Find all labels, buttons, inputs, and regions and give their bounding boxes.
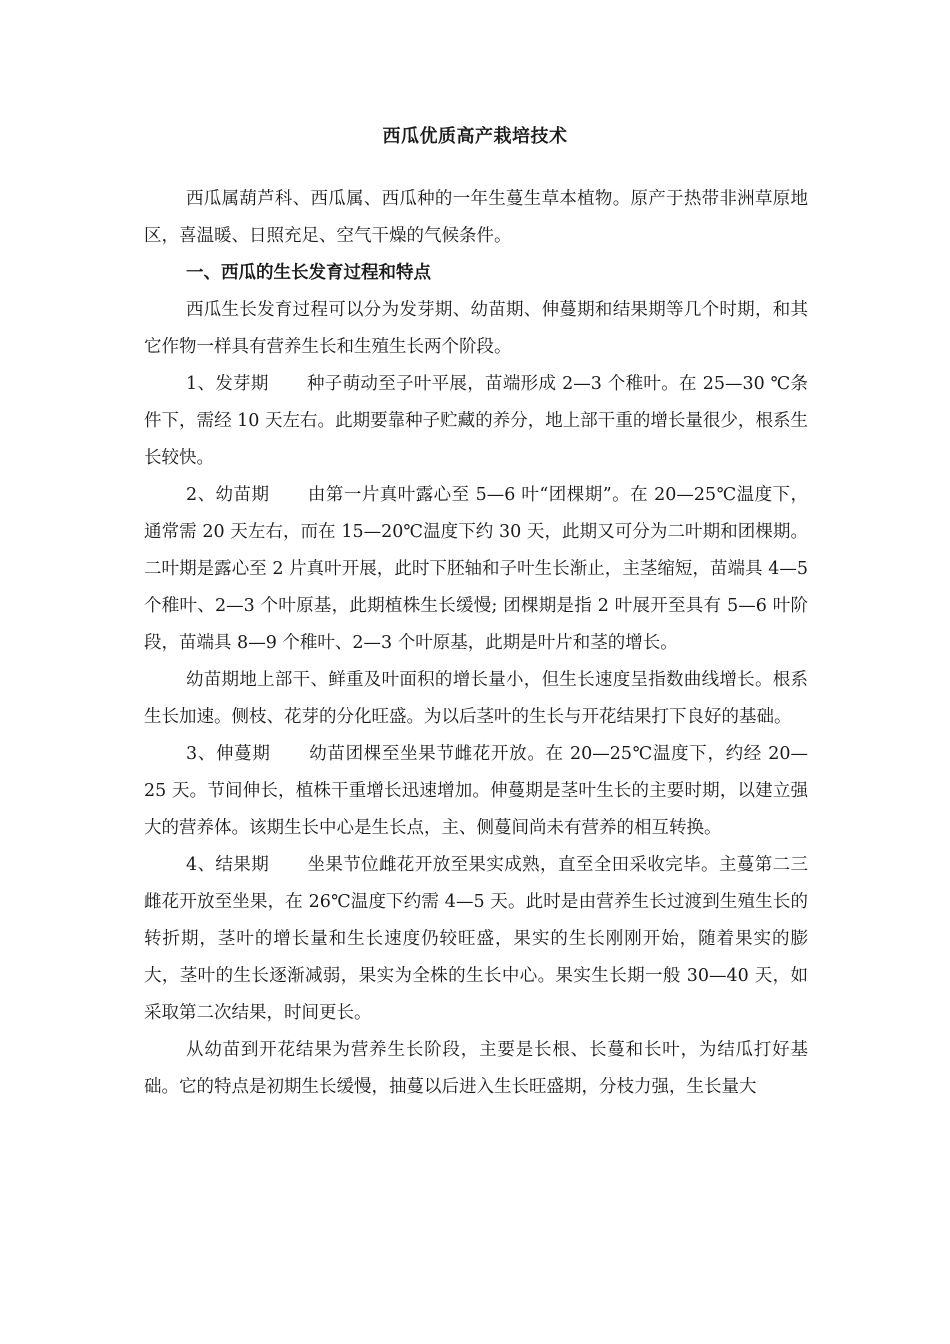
stage-text: 幼苗团棵至坐果节雌花开放。在 20—25℃温度下，约经 20—25 天。节间伸长，植株干重增长迅速增加。伸蔓期是茎叶生长的主要时期，以建立强大的营养体。该期生长中心是生长点，主、侧蔓间尚未有营养的相互转换。 [144, 744, 808, 838]
section-intro-paragraph: 西瓜生长发育过程可以分为发芽期、幼苗期、伸蔓期和结果期等几个时期，和其它作物一样具有营养生长和生殖生长两个阶段。 [144, 300, 808, 357]
stage-text: 由第一片真叶露心至 5—6 叶“团棵期”。在 20—25℃温度下，通常需 20 天左右，而在 15—20℃温度下约 30 天，此期又可分为二叶期和团棵期。二叶期是露心至 2 片真叶开展，此时下胚轴和子叶生长渐止，主茎缩短，苗端具 4—5 个稚叶、2—3 个叶原基，此期植株生长缓慢; 团棵期是指 2 叶展开至具有 5—6 叶阶段，苗端具 8—9 个稚叶、2—3 个叶原基，此期是叶片和茎的增长。 [144, 485, 808, 653]
seedling-note-paragraph: 幼苗期地上部干、鲜重及叶面积的增长量小，但生长速度呈指数曲线增长。根系生长加速。侧枝、花芽的分化旺盛。为以后茎叶的生长与开花结果打下良好的基础。 [144, 670, 808, 727]
stage-text: 种子萌动至子叶平展，苗端形成 2—3 个稚叶。在 25—30 ℃条件下，需经 10 天左右。此期要靠种子贮藏的养分，地上部干重的增长量很少，根系生长较快。 [144, 374, 808, 468]
stage-label: 1、发芽期 [186, 374, 269, 394]
document-title: 西瓜优质高产栽培技术 [382, 126, 568, 147]
document-body [144, 181, 808, 1106]
intro-paragraph: 西瓜属葫芦科、西瓜属、西瓜种的一年生蔓生草本植物。原产于热带非洲草原地区，喜温暖、日照充足、空气干燥的气候条件。 [144, 189, 808, 246]
stage-label: 2、幼苗期 [186, 485, 270, 505]
section-heading: 一、西瓜的生长发育过程和特点 [186, 263, 431, 283]
closing-paragraph: 从幼苗到开花结果为营养生长阶段，主要是长根、长蔓和长叶，为结瓜打好基础。它的特点是初期生长缓慢，抽蔓以后进入生长旺盛期，分枝力强，生长量大 [144, 1040, 808, 1097]
stage-label: 4、结果期 [186, 855, 270, 875]
stage-paragraph-fruiting [144, 847, 808, 1032]
stage-paragraph-seedling [144, 477, 808, 662]
stage-text: 坐果节位雌花开放至果实成熟，直至全田采收完毕。主蔓第二三雌花开放至坐果，在 26℃温度下约需 4—5 天。此时是由营养生长过渡到生殖生长的转折期，茎叶的增长量和生长速度仍较旺盛，果实的生长刚刚开始，随着果实的膨大，茎叶的生长逐渐减弱，果实为全株的生长中心。果实生长期一般 30—40 天，如采取第二次结果，时间更长。 [144, 855, 809, 1023]
stage-paragraph-germination [144, 366, 808, 477]
stage-label: 3、伸蔓期 [186, 744, 271, 764]
stage-paragraph-vine [144, 736, 808, 847]
